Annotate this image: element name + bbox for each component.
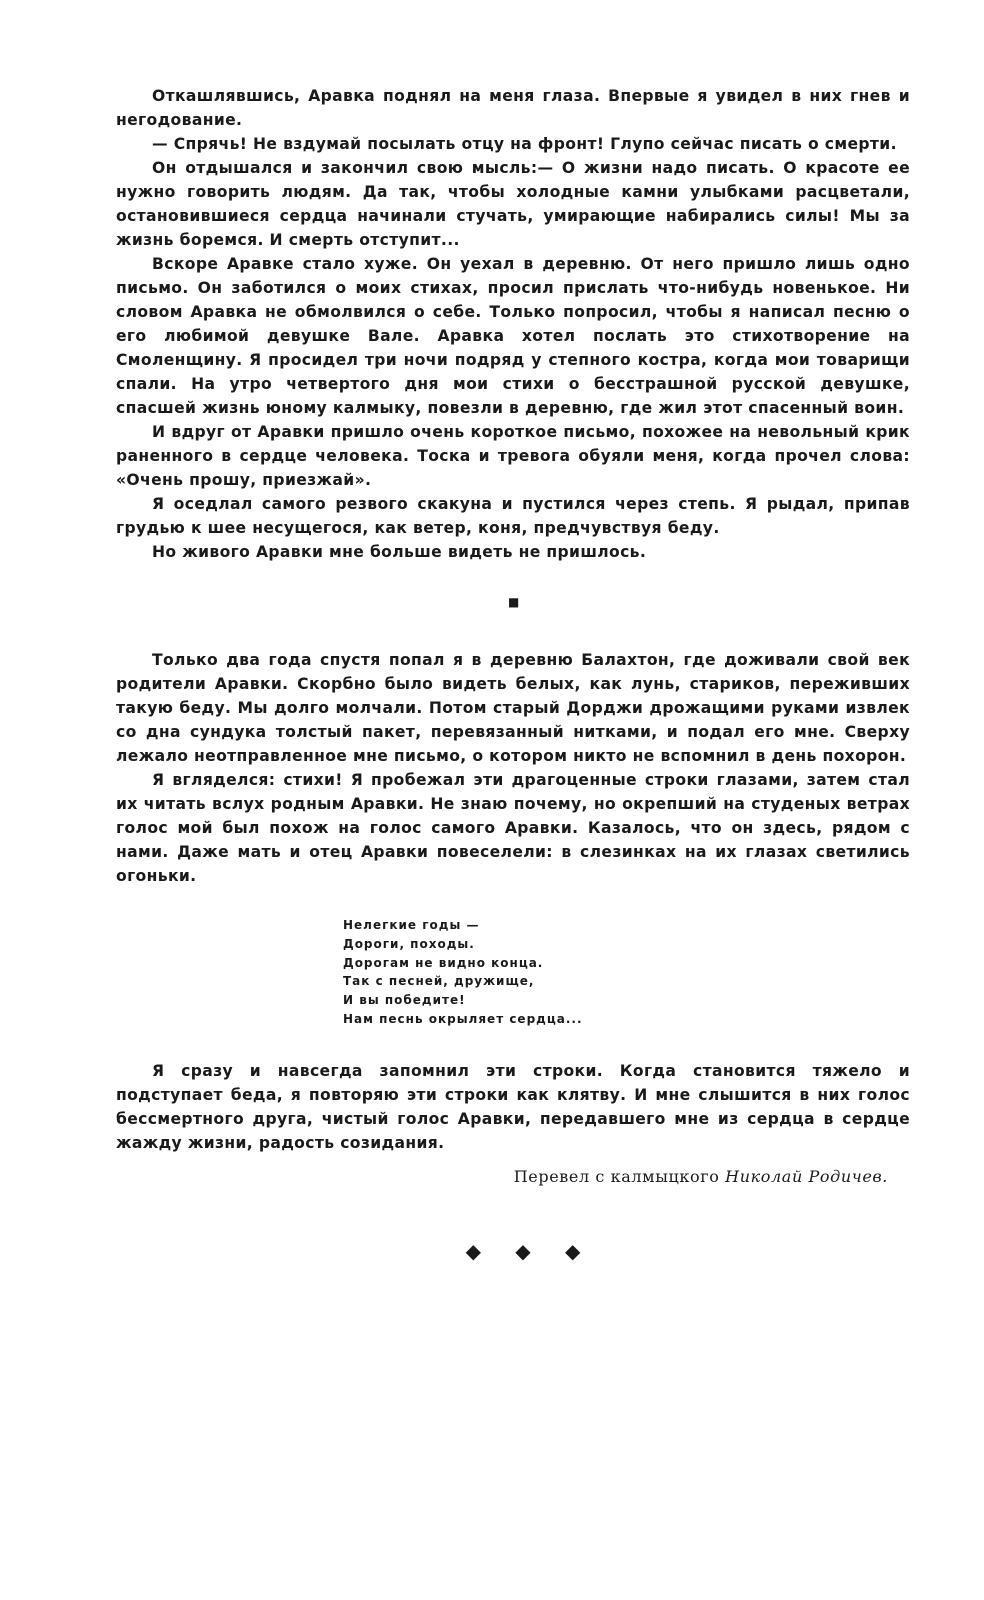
paragraph: Я оседлал самого резвого скакуна и пустился через степь. Я рыдал, припав грудью к шее несущегося, как ветер, коня, предчувствуя беду.: [116, 495, 910, 537]
credit-prefix: Перевел с калмыцкого: [513, 1166, 720, 1186]
paragraph: Он отдышался и закончил свою мысль:— О жизни надо писать. О красоте ее нужно говорить людям. Да так, чтобы холодные камни улыбками расцветали, остановившиеся сердца начинали стучать, умирающие набирались силы! Мы за жизнь боремся. И смерть отступит...: [116, 159, 910, 249]
poem-line: Дорогам не видно конца.: [343, 955, 544, 970]
poem-line: Так с песней, дружище,: [343, 974, 535, 989]
paragraph: Вскоре Аравке стало хуже. Он уехал в деревню. От него пришло лишь одно письмо. Он заботился о моих стихах, просил прислать что-нибудь новенькое. Ни словом Аравка не обмолвился о себе. Только попросил, чтобы я написал песню о его любимой девушке Вале. Аравка хотел послать это стихотворение на Смоленщину. Я просидел три ночи подряд у степного костра, когда мои товарищи спали. На утро четвертого дня мои стихи о бесстрашной русской девушке, спасшей жизнь юному калмыку, повезли в деревню, где жил этот спасенный воин.: [116, 255, 910, 417]
text-block-top: [116, 84, 910, 564]
section-separator: [116, 564, 910, 648]
poem-line: Нам песнь окрыляет сердца...: [343, 1011, 583, 1026]
paragraph: — Спрячь! Не вздумай посылать отцу на фронт! Глупо сейчас писать о смерти.: [152, 135, 897, 153]
separator-mark: ■: [508, 595, 520, 609]
text-block-middle: [116, 648, 910, 888]
text-block-bottom: [116, 1059, 910, 1155]
translator-credit: [116, 1165, 910, 1189]
poem-line: Нелегкие годы —: [343, 918, 480, 932]
paragraph: И вдруг от Аравки пришло очень короткое письмо, похожее на невольный крик раненного в сердце человека. Тоска и тревога обуяли меня, когда прочел слова: «Очень прошу, приезжай».: [116, 423, 910, 489]
poem-line: И вы победите!: [343, 993, 466, 1008]
end-ornament: ◆ ◆ ◆: [465, 1238, 595, 1263]
paragraph: Я вгляделся: стихи! Я пробежал эти драгоценные строки глазами, затем стал их читать вслух родным Аравки. Не знаю почему, но окрепший на студеных ветрах голос мой был похож на голос самого Аравки. Казалось, что он здесь, рядом с нами. Даже мать и отец Аравки повеселели: в слезинках на их глазах светились огоньки.: [116, 771, 910, 885]
paragraph: Я сразу и навсегда запомнил эти строки. Когда становится тяжело и подступает беда, я повторяю эти строки как клятву. И мне слышится в них голос бессмертного друга, чистый голос Аравки, передавшего мне из сердца в сердце жажду жизни, радость созидания.: [116, 1061, 910, 1152]
translator-name: Николай Родичев.: [725, 1166, 888, 1186]
paragraph: Откашлявшись, Аравка поднял на меня глаза. Впервые я увидел в них гнев и негодование.: [116, 87, 910, 129]
paragraph: Только два года спустя попал я в деревню Балахтон, где доживали свой век родители Аравки. Скорбно было видеть белых, как лунь, стариков, переживших такую беду. Мы долго молчали. Потом старый Дорджи дрожащими руками извлек со дна сундука толстый пакет, перевязанный нитками, и подал его мне. Сверху лежало неотправленное мне письмо, о котором никто не вспомнил в день похорон.: [116, 651, 910, 765]
poem-line: Дороги, походы.: [343, 936, 475, 951]
page-content: [116, 84, 910, 1263]
poem: [343, 916, 910, 1029]
paragraph: Но живого Аравки мне больше видеть не пришлось.: [152, 543, 647, 561]
